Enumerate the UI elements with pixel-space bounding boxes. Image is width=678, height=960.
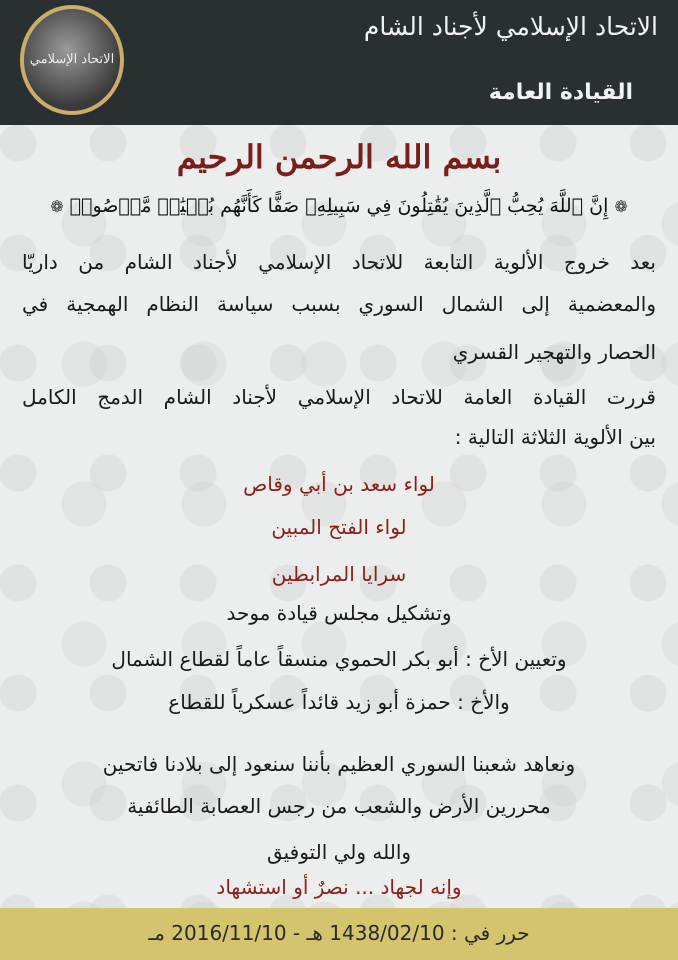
basmala: بسم الله الرحمن الرحيم <box>176 138 502 176</box>
organization-logo <box>20 5 124 115</box>
verse-text: إِنَّ ٱللَّهَ يُحِبُّ ٱلَّذِينَ يُقَٰتِلُونَ فِي سَبِيلِهِۦ صَفًّا كَأَنَّهُم بُنۡيَٰنٞ مَّرۡصُوصٞ <box>69 195 609 217</box>
slogan: وإنه لجهاد ... نصرٌ أو استشهاد <box>216 875 462 899</box>
footer-band <box>0 908 678 960</box>
issue-date: حرر في : 1438/02/10 هـ - 2016/11/10 مـ <box>148 921 530 945</box>
body-line: وتشكيل مجلس قيادة موحد <box>226 601 452 625</box>
logo-text: الاتحاد الإسلامي <box>29 51 115 67</box>
body-line: ونعاهد شعبنا السوري العظيم بأننا سنعود إلى بلادنا فاتحين <box>102 752 576 776</box>
ornament-icon: ❁ <box>50 197 64 216</box>
ornament-icon: ❁ <box>614 197 628 216</box>
body-line: بين الألوية الثلاثة التالية : <box>454 425 656 449</box>
brigade-name: لواء سعد بن أبي وقاص <box>243 472 435 496</box>
body-line: وتعيين الأخ : أبو بكر الحموي منسقاً عاماً لقطاع الشمال <box>111 647 567 671</box>
organization-name: الاتحاد الإسلامي لأجناد الشام <box>363 12 658 41</box>
brigade-name: لواء الفتح المبين <box>271 515 407 539</box>
body-line: والمعضمية إلى الشمال السوري بسبب سياسة النظام الهمجية في <box>22 292 656 316</box>
body-line: والله ولي التوفيق <box>266 840 412 864</box>
header-banner <box>0 0 678 125</box>
subtitle: القيادة العامة <box>488 80 633 105</box>
body-line: والأخ : حمزة أبو زيد قائداً عسكرياً للقطاع <box>168 690 510 714</box>
body-line: بعد خروج الألوية التابعة للاتحاد الإسلامي لأجناد الشام من داريّا <box>22 250 656 274</box>
brigade-name: سرايا المرابطين <box>271 562 407 586</box>
body-line: قررت القيادة العامة للاتحاد الإسلامي لأجناد الشام الدمج الكامل <box>22 385 656 409</box>
body-line: الحصار والتهجير القسري <box>452 340 656 364</box>
quran-verse <box>0 195 678 217</box>
body-line: محررين الأرض والشعب من رجس العصابة الطائفية <box>127 794 551 818</box>
